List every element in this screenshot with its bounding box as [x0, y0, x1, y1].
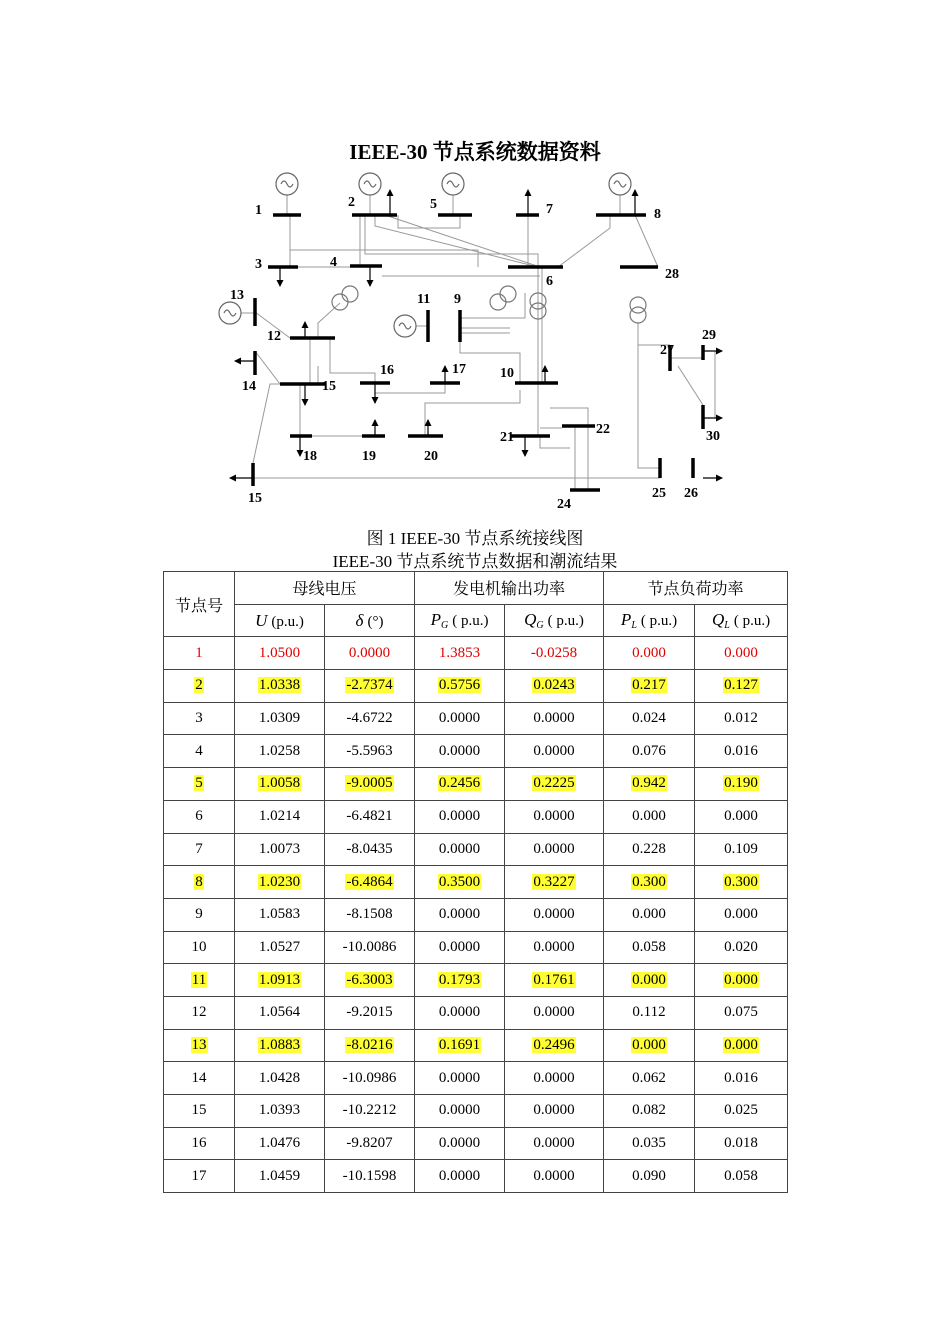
cell-ql: 0.016: [695, 735, 788, 768]
cell-qg: 0.0000: [505, 702, 604, 735]
cell-ql: 0.109: [695, 833, 788, 866]
cell-node: 15: [164, 1095, 235, 1128]
cell-pl: 0.024: [604, 702, 695, 735]
bus-label: 20: [424, 449, 438, 464]
cell-u: 1.0309: [235, 702, 325, 735]
transmission-line: [385, 215, 540, 267]
cell-pl: 0.942: [604, 768, 695, 801]
bus-label: 30: [706, 429, 720, 444]
transmission-line: [253, 384, 280, 463]
cell-node: 17: [164, 1160, 235, 1193]
cell-u: 1.0258: [235, 735, 325, 768]
transmission-line: [558, 215, 610, 267]
cell-node: 10: [164, 931, 235, 964]
cell-node: 8: [164, 866, 235, 899]
cell-pl: 0.000: [604, 1029, 695, 1062]
table-row: [164, 1160, 788, 1193]
cell-ql: 0.300: [695, 866, 788, 899]
cell-qg: 0.0000: [505, 800, 604, 833]
generator-icon: [394, 315, 416, 337]
cell-u: 1.0564: [235, 996, 325, 1029]
cell-qg: 0.0000: [505, 898, 604, 931]
bus-label: 6: [546, 274, 553, 289]
table-row: [164, 800, 788, 833]
cell-pl: 0.082: [604, 1095, 695, 1128]
table-row: [164, 702, 788, 735]
cell-pl: 0.000: [604, 637, 695, 670]
table-row: [164, 1095, 788, 1128]
cell-pg: 0.0000: [415, 996, 505, 1029]
cell-node: 2: [164, 670, 235, 703]
cell-pl: 0.000: [604, 964, 695, 997]
table-row: [164, 833, 788, 866]
bus-label: 29: [702, 328, 716, 343]
cell-u: 1.0393: [235, 1095, 325, 1128]
cell-delta: -4.6722: [325, 702, 415, 735]
table-row: [164, 996, 788, 1029]
cell-ql: 0.016: [695, 1062, 788, 1095]
ieee30-one-line-diagram: [210, 168, 740, 518]
bus-label: 19: [362, 449, 376, 464]
table-caption: IEEE-30 节点系统节点数据和潮流结果: [332, 552, 618, 571]
cell-qg: 0.0000: [505, 735, 604, 768]
cell-ql: 0.000: [695, 964, 788, 997]
cell-pg: 0.0000: [415, 898, 505, 931]
bus-data-table: [163, 571, 788, 1193]
figure-caption: 图 1 IEEE-30 节点系统接线图: [366, 529, 584, 548]
cell-pl: 0.228: [604, 833, 695, 866]
header-pg: $P_G$ ( p.u.): [415, 604, 505, 637]
transmission-line: [638, 323, 670, 345]
cell-pg: 0.0000: [415, 800, 505, 833]
transmission-line: [540, 436, 570, 448]
cell-delta: -6.4864: [325, 866, 415, 899]
cell-node: 14: [164, 1062, 235, 1095]
cell-ql: 0.000: [695, 898, 788, 931]
transmission-line: [255, 351, 280, 384]
cell-ql: 0.000: [695, 637, 788, 670]
cell-delta: -6.4821: [325, 800, 415, 833]
cell-u: 1.0913: [235, 964, 325, 997]
transmission-line: [318, 303, 340, 338]
cell-u: 1.0214: [235, 800, 325, 833]
table-row: [164, 866, 788, 899]
bus-label: 17: [452, 362, 466, 377]
cell-qg: 0.1761: [505, 964, 604, 997]
cell-u: 1.0883: [235, 1029, 325, 1062]
bus-label: 8: [654, 207, 661, 222]
cell-delta: -8.0216: [325, 1029, 415, 1062]
cell-node: 13: [164, 1029, 235, 1062]
generator-icon: [219, 302, 241, 324]
transformer: [630, 297, 646, 323]
cell-u: 1.0476: [235, 1127, 325, 1160]
transformer: [490, 286, 516, 310]
cell-delta: -10.0086: [325, 931, 415, 964]
generator-icon: [276, 173, 298, 195]
transmission-line: [375, 215, 538, 267]
cell-node: 9: [164, 898, 235, 931]
cell-delta: -10.1598: [325, 1160, 415, 1193]
cell-pg: 0.0000: [415, 735, 505, 768]
header-ql: $Q_L$ ( p.u.): [695, 604, 788, 637]
cell-pl: 0.217: [604, 670, 695, 703]
bus-label: 1: [255, 203, 262, 218]
cell-node: 16: [164, 1127, 235, 1160]
cell-pg: 1.3853: [415, 637, 505, 670]
cell-qg: 0.0243: [505, 670, 604, 703]
cell-qg: -0.0258: [505, 637, 604, 670]
bus-label: 22: [596, 422, 610, 437]
header-pl: $P_L$ ( p.u.): [604, 604, 695, 637]
cell-pg: 0.1793: [415, 964, 505, 997]
bus-label: 27: [660, 343, 674, 358]
cell-pg: 0.0000: [415, 702, 505, 735]
cell-pg: 0.5756: [415, 670, 505, 703]
bus-label: 16: [380, 363, 394, 378]
transmission-line: [290, 215, 478, 267]
generator-icon: [359, 173, 381, 195]
cell-node: 1: [164, 637, 235, 670]
cell-pg: 0.0000: [415, 1062, 505, 1095]
table-row: [164, 1127, 788, 1160]
cell-qg: 0.0000: [505, 1095, 604, 1128]
transmission-line: [703, 351, 715, 418]
cell-node: 5: [164, 768, 235, 801]
cell-ql: 0.025: [695, 1095, 788, 1128]
cell-ql: 0.190: [695, 768, 788, 801]
bus-label: 7: [546, 202, 553, 217]
cell-ql: 0.000: [695, 800, 788, 833]
cell-u: 1.0073: [235, 833, 325, 866]
bus-label: 3: [255, 257, 262, 272]
bus-label: 15: [322, 379, 336, 394]
cell-delta: 0.0000: [325, 637, 415, 670]
cell-u: 1.0459: [235, 1160, 325, 1193]
cell-delta: -8.1508: [325, 898, 415, 931]
cell-node: 7: [164, 833, 235, 866]
header-node-load: 节点负荷功率: [604, 572, 788, 605]
cell-pg: 0.3500: [415, 866, 505, 899]
cell-node: 12: [164, 996, 235, 1029]
cell-u: 1.0058: [235, 768, 325, 801]
bus-label: 10: [500, 366, 514, 381]
cell-delta: -9.0005: [325, 768, 415, 801]
cell-pg: 0.0000: [415, 931, 505, 964]
table-row: [164, 1062, 788, 1095]
cell-pl: 0.090: [604, 1160, 695, 1193]
cell-node: 6: [164, 800, 235, 833]
table-row: [164, 964, 788, 997]
header-u: U (p.u.): [235, 604, 325, 637]
cell-qg: 0.0000: [505, 833, 604, 866]
cell-delta: -2.7374: [325, 670, 415, 703]
cell-pl: 0.058: [604, 931, 695, 964]
cell-delta: -10.0986: [325, 1062, 415, 1095]
cell-delta: -10.2212: [325, 1095, 415, 1128]
bus-label: 25: [652, 486, 666, 501]
cell-pg: 0.0000: [415, 833, 505, 866]
cell-ql: 0.127: [695, 670, 788, 703]
bus-label: 18: [303, 449, 317, 464]
bus-label: 15: [248, 491, 262, 506]
transmission-line: [330, 338, 375, 383]
cell-pl: 0.035: [604, 1127, 695, 1160]
header-delta: δ (°): [325, 604, 415, 637]
table-row: [164, 1029, 788, 1062]
transmission-line: [365, 215, 538, 267]
cell-delta: -8.0435: [325, 833, 415, 866]
cell-pg: 0.0000: [415, 1095, 505, 1128]
generator-icon: [609, 173, 631, 195]
cell-pl: 0.000: [604, 800, 695, 833]
bus-label: 12: [267, 329, 281, 344]
cell-node: 4: [164, 735, 235, 768]
cell-delta: -9.8207: [325, 1127, 415, 1160]
cell-node: 3: [164, 702, 235, 735]
cell-qg: 0.0000: [505, 931, 604, 964]
header-qg: $Q_G$ ( p.u.): [505, 604, 604, 637]
transmission-line: [398, 215, 460, 228]
cell-ql: 0.012: [695, 702, 788, 735]
cell-pl: 0.062: [604, 1062, 695, 1095]
transmission-line: [678, 366, 703, 405]
bus-label: 21: [500, 430, 514, 445]
bus-label: 28: [665, 267, 679, 282]
header-node-number: 节点号: [164, 572, 235, 637]
cell-qg: 0.0000: [505, 1062, 604, 1095]
table-row: [164, 898, 788, 931]
cell-qg: 0.2496: [505, 1029, 604, 1062]
bus-label: 5: [430, 197, 437, 212]
transmission-line: [635, 215, 658, 267]
page-title: IEEE-30 节点系统数据资料: [349, 140, 601, 164]
cell-qg: 0.0000: [505, 1127, 604, 1160]
generator-icon: [442, 173, 464, 195]
table-row: [164, 768, 788, 801]
cell-u: 1.0500: [235, 637, 325, 670]
header-generator-output: 发电机输出功率: [415, 572, 604, 605]
cell-pl: 0.300: [604, 866, 695, 899]
cell-pg: 0.1691: [415, 1029, 505, 1062]
bus-label: 14: [242, 379, 256, 394]
table-row: [164, 637, 788, 670]
cell-ql: 0.020: [695, 931, 788, 964]
table-row: [164, 931, 788, 964]
bus-label: 2: [348, 195, 355, 210]
cell-ql: 0.058: [695, 1160, 788, 1193]
cell-node: 11: [164, 964, 235, 997]
cell-u: 1.0230: [235, 866, 325, 899]
cell-delta: -9.2015: [325, 996, 415, 1029]
cell-pl: 0.112: [604, 996, 695, 1029]
cell-pg: 0.2456: [415, 768, 505, 801]
bus-label: 9: [454, 292, 461, 307]
cell-qg: 0.0000: [505, 996, 604, 1029]
cell-qg: 0.2225: [505, 768, 604, 801]
cell-pg: 0.0000: [415, 1127, 505, 1160]
bus-label: 26: [684, 486, 698, 501]
bus-label: 11: [417, 292, 431, 307]
cell-u: 1.0428: [235, 1062, 325, 1095]
cell-delta: -5.5963: [325, 735, 415, 768]
cell-ql: 0.000: [695, 1029, 788, 1062]
table-row: [164, 735, 788, 768]
cell-delta: -6.3003: [325, 964, 415, 997]
cell-ql: 0.018: [695, 1127, 788, 1160]
cell-pl: 0.076: [604, 735, 695, 768]
cell-qg: 0.0000: [505, 1160, 604, 1193]
cell-u: 1.0583: [235, 898, 325, 931]
bus-label: 4: [330, 255, 337, 270]
cell-qg: 0.3227: [505, 866, 604, 899]
cell-pl: 0.000: [604, 898, 695, 931]
bus-label: 13: [230, 288, 244, 303]
cell-ql: 0.075: [695, 996, 788, 1029]
cell-pg: 0.0000: [415, 1160, 505, 1193]
header-bus-voltage: 母线电压: [235, 572, 415, 605]
cell-u: 1.0338: [235, 670, 325, 703]
table-row: [164, 670, 788, 703]
bus-label: 24: [557, 497, 571, 512]
cell-u: 1.0527: [235, 931, 325, 964]
